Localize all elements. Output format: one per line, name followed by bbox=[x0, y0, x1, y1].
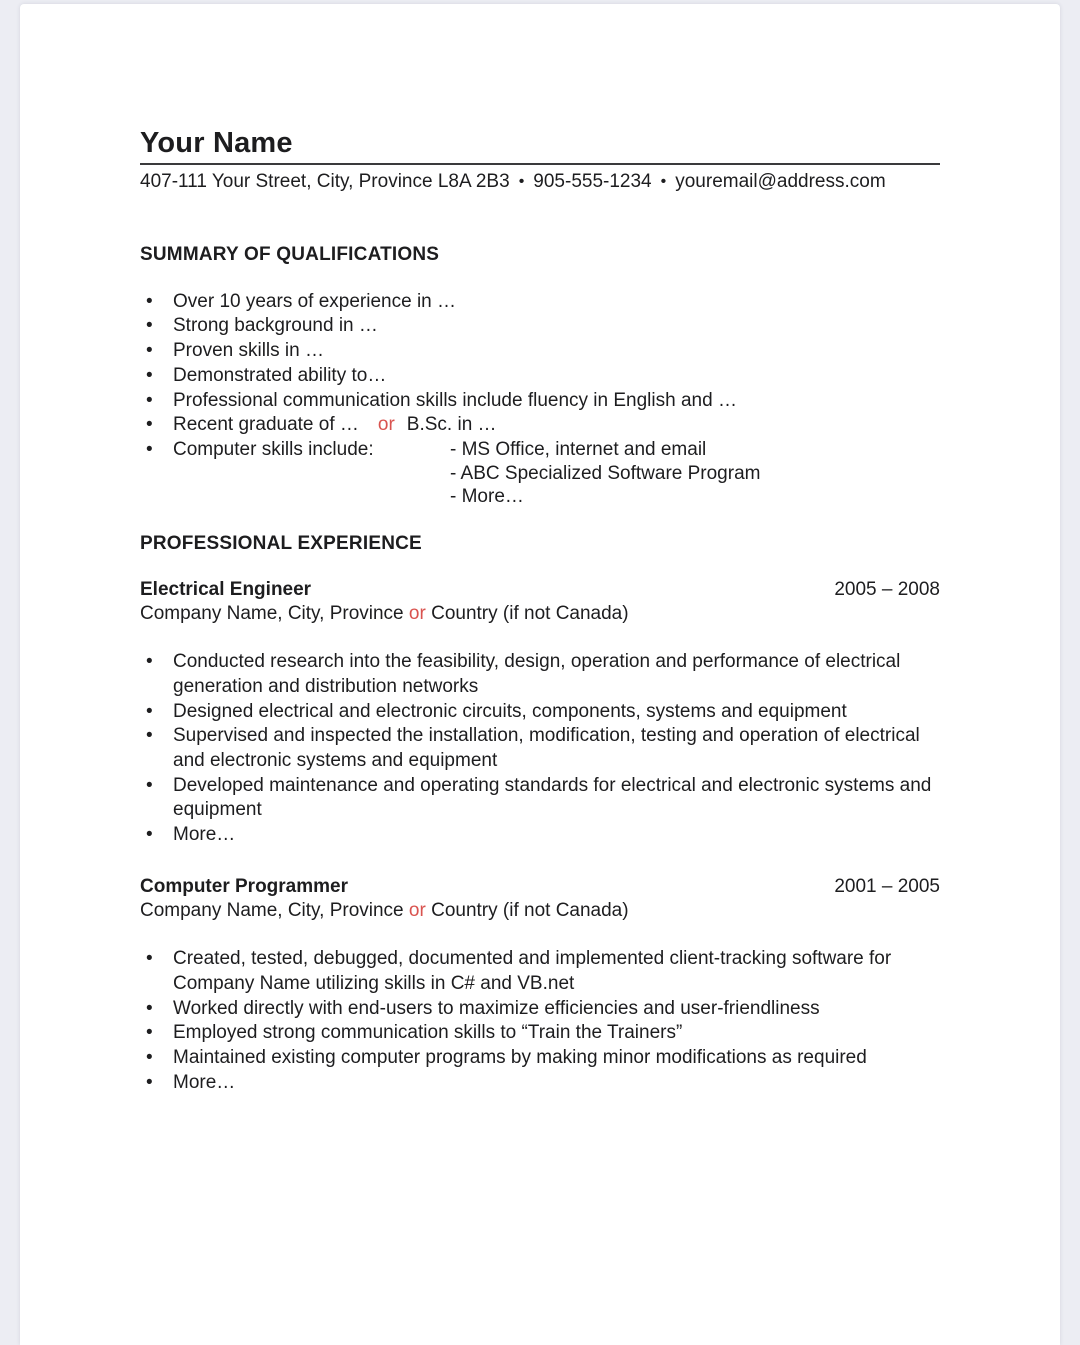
company-line bbox=[140, 899, 940, 924]
job-title: Computer Programmer bbox=[140, 875, 348, 897]
contact-phone: 905-555-1234 bbox=[533, 171, 652, 192]
experience-heading: PROFESSIONAL EXPERIENCE bbox=[140, 532, 422, 554]
or-accent: or bbox=[377, 414, 395, 436]
job-bullet: • Supervised and inspected the installation, modification, testing and operation of electrical and electronic systems and equipment bbox=[140, 724, 940, 773]
summary-bullet: • Demonstrated ability to… bbox=[140, 364, 940, 389]
summary-bullet: • Strong background in … bbox=[140, 314, 940, 339]
header-rule bbox=[140, 163, 940, 165]
or-accent: or bbox=[408, 603, 426, 625]
job-bullet: • Worked directly with end-users to maximize efficiencies and user-friendliness bbox=[140, 997, 940, 1022]
resume-page bbox=[20, 4, 1060, 1345]
bullet-separator: • bbox=[518, 173, 525, 190]
job-bullet: • Conducted research into the feasibility, design, operation and performance of electrical generation and distribution networks bbox=[140, 650, 940, 699]
computer-skills-item: - More… bbox=[450, 486, 524, 508]
summary-bullet: • Professional communication skills include fluency in English and … bbox=[140, 389, 940, 414]
computer-skills-sublist bbox=[450, 438, 760, 509]
job-dates: 2001 – 2005 bbox=[834, 875, 940, 897]
summary-bullet-computer-skills bbox=[140, 438, 940, 509]
summary-section bbox=[140, 242, 940, 509]
job-bullet: • More… bbox=[140, 823, 940, 848]
bullet-separator: • bbox=[660, 173, 667, 190]
page-content bbox=[20, 4, 1060, 1095]
or-accent: or bbox=[408, 900, 426, 922]
summary-heading: SUMMARY OF QUALIFICATIONS bbox=[140, 243, 440, 265]
job-entry-computer-programmer bbox=[140, 875, 940, 1096]
job-bullet: • Maintained existing computer programs by making minor modifications as required bbox=[140, 1046, 940, 1071]
job-bullet: • Developed maintenance and operating standards for electrical and electronic systems and equipment bbox=[140, 774, 940, 823]
recent-graduate-text: B.Sc. in … bbox=[406, 414, 497, 436]
summary-bullet: • Proven skills in … bbox=[140, 339, 940, 364]
contact-email: youremail@address.com bbox=[675, 171, 886, 192]
contact-address: 407-111 Your Street, City, Province L8A 2B3 bbox=[140, 171, 510, 192]
computer-skills-item: - MS Office, internet and email bbox=[450, 438, 707, 460]
computer-skills-label: • Computer skills include: bbox=[173, 438, 374, 460]
contact-line bbox=[140, 170, 940, 196]
job-dates: 2005 – 2008 bbox=[834, 578, 940, 600]
summary-bullet-list bbox=[140, 290, 940, 509]
job-title: Electrical Engineer bbox=[140, 578, 312, 600]
company-line bbox=[140, 602, 940, 627]
summary-bullet: • Over 10 years of experience in … bbox=[140, 290, 940, 315]
name-heading: Your Name bbox=[140, 127, 293, 159]
summary-bullet-recent-graduate bbox=[140, 413, 940, 438]
job-bullet: • More… bbox=[140, 1071, 940, 1096]
computer-skills-item: - ABC Specialized Software Program bbox=[450, 462, 761, 484]
job-bullet: • Employed strong communication skills to “Train the Trainers” bbox=[140, 1021, 940, 1046]
job-bullet-list bbox=[140, 947, 940, 1095]
recent-graduate-text: Recent graduate of … bbox=[173, 414, 359, 436]
experience-section bbox=[140, 531, 940, 1096]
company-text: Country (if not Canada) bbox=[431, 603, 629, 625]
company-text: Company Name, City, Province bbox=[140, 603, 404, 625]
job-bullet: • Designed electrical and electronic circuits, components, systems and equipment bbox=[140, 700, 940, 725]
resume-header bbox=[140, 126, 940, 196]
job-entry-electrical-engineer bbox=[140, 578, 940, 848]
job-title-row bbox=[140, 578, 940, 603]
company-text: Company Name, City, Province bbox=[140, 900, 404, 922]
job-bullet: • Created, tested, debugged, documented and implemented client-tracking software for Company Name utilizing skills in C# and VB.net bbox=[140, 947, 940, 996]
company-text: Country (if not Canada) bbox=[431, 900, 629, 922]
job-bullet-list bbox=[140, 650, 940, 848]
job-title-row bbox=[140, 875, 940, 900]
